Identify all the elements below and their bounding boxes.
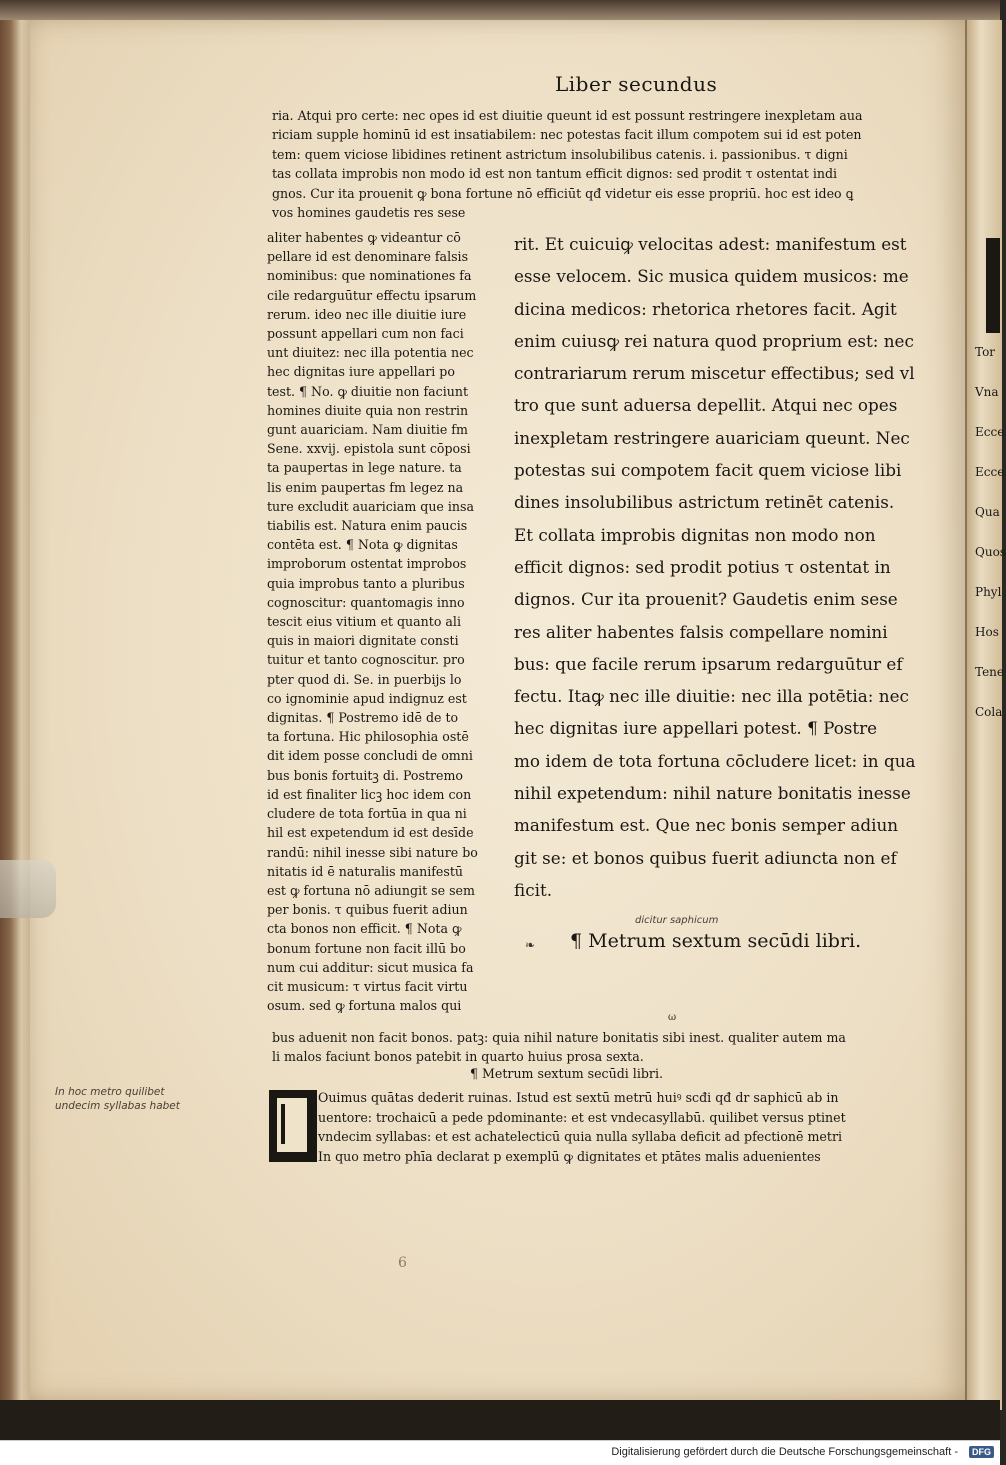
text-line: pter quod di. Se. in puerbijs lo xyxy=(267,671,462,687)
text-line: fectu. Itaꝙ nec ille diuitie: nec illa potētia: nec xyxy=(514,686,909,707)
text-line: improborum ostentat improbos xyxy=(267,556,467,572)
text-line: bus aduenit non facit bonos. patꝫ: quia nihil nature bonitatis sibi inest. qualiter autem ma xyxy=(272,1030,846,1045)
text-line: enim cuiusꝙ rei natura quod proprium est: nec xyxy=(514,330,914,351)
text-line: li malos faciunt bonos patebit in quarto huius prosa sexta. xyxy=(272,1049,644,1065)
text-line: bus bonis fortuitꝫ di. Postremo xyxy=(267,767,464,783)
text-line: num cui additur: sicut musica fa xyxy=(267,959,474,975)
text-line: git se: et bonos quibus fuerit adiuncta non ef xyxy=(514,847,897,868)
text-line: gnos. Cur ita prouenit ꝙ bona fortune nō efficiūt qđ videtur eis esse propriū. hoc est ideo ꝗ xyxy=(272,185,854,201)
text-line: rit. Et cuicuiꝙ velocitas adest: manifestum est xyxy=(514,234,907,254)
text-line: contēta est. ¶ Nota ꝙ dignitas xyxy=(267,537,458,553)
book-edge-top xyxy=(0,0,1000,20)
text-line: randū: nihil inesse sibi nature bo xyxy=(267,844,478,860)
text-line: quia improbus tanto a pluribus xyxy=(267,575,465,591)
interlinear-note: dicitur saphicum xyxy=(635,915,719,926)
initial-letter-shape xyxy=(281,1104,310,1144)
text-line: co ignominie apud indignuz est xyxy=(267,690,467,706)
text-line: contrariarum rerum miscetur effectibus; sed vl xyxy=(514,363,915,384)
text-line: test. ¶ No. ꝙ diuitie non faciunt xyxy=(267,383,469,399)
facing-fragment: Quos xyxy=(975,545,1006,559)
footer-credit: Digitalisierung gefördert durch die Deutsche Forschungsgemeinschaft - xyxy=(611,1446,958,1458)
facing-fragment: Hos xyxy=(975,625,999,639)
full-width-bottom-block xyxy=(272,1028,942,1067)
text-line: tescit eius vitium et quanto ali xyxy=(267,614,461,630)
facing-initial-icon xyxy=(986,238,1000,333)
book-edge-bottom xyxy=(0,1400,1000,1440)
text-line: est ꝙ fortuna nō adiungit se sem xyxy=(267,882,475,898)
text-line: tas collata improbis non modo id est non tantum efficit dignos: sed prodit τ ostentat indi xyxy=(272,166,838,182)
text-line: possunt appellari cum non faci xyxy=(267,326,464,342)
text-line: gunt auariciam. Nam diuitie fm xyxy=(267,422,468,438)
text-line: osum. sed ꝙ fortuna malos qui xyxy=(267,998,462,1014)
text-line: dit idem posse concludi de omni xyxy=(267,748,473,764)
text-line: bonum fortune non facit illū bo xyxy=(267,940,466,956)
text-line: riciam supple hominū id est insatiabilem: nec potestas facit illum compotem sui id est poten xyxy=(272,127,862,143)
text-line: dignitas. ¶ Postremo idē de to xyxy=(267,710,459,726)
facing-fragment: Tene xyxy=(975,665,1005,679)
text-line: cludere de tota fortūa in qua ni xyxy=(267,806,467,822)
text-line: tro que sunt aduersa depellit. Atqui nec opes xyxy=(514,395,898,416)
text-line: efficit dignos: sed prodit potius τ ostentat in xyxy=(514,556,891,577)
text-line: uentore: trochaicū a pede pdominante: et est vndecasyllabū. quilibet versus ptinet xyxy=(318,1109,846,1125)
text-line: manifestum est. Que nec bonis semper adiun xyxy=(514,815,899,836)
text-line: In quo metro phīa declarat p exemplū ꝙ dignitates et ptātes malis aduenientes xyxy=(318,1148,821,1164)
metrum-heading: ¶ Metrum sextum secūdi libri. xyxy=(570,930,862,952)
mark-icon: ω xyxy=(668,1012,677,1023)
catchword: 6 xyxy=(398,1255,407,1271)
text-line: cit musicum: τ virtus facit virtu xyxy=(267,978,468,994)
text-line: mo idem de tota fortuna cōcludere licet: in qua xyxy=(514,750,916,771)
text-line: tiabilis est. Natura enim paucis xyxy=(267,518,468,534)
text-line: potestas sui compotem facit quem viciose libi xyxy=(514,460,902,481)
handwritten-margin-note xyxy=(55,1085,180,1113)
text-line: pellare id est denominare falsis xyxy=(267,249,469,265)
text-line: vndecim syllabas: et est achatelecticū quia nulla syllaba deficit ad pfectionē metri xyxy=(318,1129,842,1145)
facing-fragment: Ecce xyxy=(975,425,1005,439)
text-line: id est finaliter licꝫ hoc idem con xyxy=(267,786,472,802)
note-line: undecim syllabas habet xyxy=(55,1100,180,1112)
paragraph-mark-icon: ❧ xyxy=(525,938,536,952)
facing-fragment: Qua xyxy=(975,505,1000,519)
text-line: lis enim paupertas fm legez na xyxy=(267,479,464,495)
book-binding-left xyxy=(0,0,30,1440)
text-line: ture excludit auariciam que insa xyxy=(267,498,474,514)
text-line: tuitur et tanto cognoscitur. pro xyxy=(267,652,465,668)
facing-fragment: Vna xyxy=(975,385,999,399)
text-line: hec dignitas iure appellari po xyxy=(267,364,455,380)
text-line: aliter habentes ꝙ videantur cō xyxy=(267,230,461,245)
text-line: res aliter habentes falsis compellare nomini xyxy=(514,621,888,642)
initial-frame xyxy=(276,1097,308,1153)
text-line: bus: que facile rerum ipsarum redarguūtur ef xyxy=(514,653,903,674)
facing-fragment: Ecce xyxy=(975,465,1005,479)
text-line: dignos. Cur ita prouenit? Gaudetis enim sese xyxy=(514,589,898,610)
text-line: cta bonos non efficit. ¶ Nota ꝙ xyxy=(267,921,462,937)
facing-fragment: Cola xyxy=(975,705,1003,719)
digitization-footer xyxy=(0,1440,1000,1465)
text-line: ria. Atqui pro certe: nec opes id est diuitie queunt id est possunt restringere inexpletam aua xyxy=(272,108,863,123)
text-line: Sene. xxvij. epistola sunt cōposi xyxy=(267,441,471,457)
text-line: Et collata improbis dignitas non modo non xyxy=(514,524,876,545)
text-line: hec dignitas iure appellari potest. ¶ Postre xyxy=(514,718,878,739)
text-line: nihil expetendum: nihil nature bonitatis inesse xyxy=(514,783,911,804)
decorated-initial-icon xyxy=(269,1090,317,1162)
text-line: esse velocem. Sic musica quidem musicos: me xyxy=(514,266,909,287)
commentary-left-column xyxy=(267,228,512,1015)
text-line: per bonis. τ quibus fuerit adiun xyxy=(267,902,468,918)
text-line: ta paupertas in lege nature. ta xyxy=(267,460,462,476)
submetrum-heading: ¶ Metrum sextum secūdi libri. xyxy=(470,1066,663,1081)
text-line: dines insolubilibus astrictum retinēt catenis. xyxy=(514,492,895,513)
running-head: Liber secundus xyxy=(555,72,718,96)
text-line: dicina medicos: rhetorica rhetores facit. Agit xyxy=(514,298,897,319)
full-width-top-block xyxy=(272,106,942,222)
text-line: cognoscitur: quantomagis inno xyxy=(267,594,465,610)
text-line: nominibus: que nominationes fa xyxy=(267,268,472,284)
text-line: unt diuitez: nec illa potentia nec xyxy=(267,345,474,361)
text-line: vos homines gaudetis res sese xyxy=(272,205,466,221)
note-line: In hoc metro quilibet xyxy=(55,1086,165,1098)
metrum-commentary xyxy=(318,1088,938,1166)
text-line: hil est expetendum id est desīde xyxy=(267,825,474,841)
text-line: quis in maiori dignitate consti xyxy=(267,633,459,649)
text-line: cile redarguūtur effectu ipsarum xyxy=(267,287,477,303)
text-line: nitatis id ē naturalis manifestū xyxy=(267,863,463,879)
text-line: rerum. ideo nec ille diuitie iure xyxy=(267,306,467,322)
facing-fragment: Tor xyxy=(975,345,996,359)
text-line: homines diuite quia non restrin xyxy=(267,402,469,418)
text-line: ficit. xyxy=(514,879,553,900)
page-clip xyxy=(0,860,56,918)
text-line: Ouimus quātas dederit ruinas. Istud est sextū metrū huiꝰ scđi qđ dr saphicū ab in xyxy=(318,1090,839,1105)
text-line: ta fortuna. Hic philosophia ostē xyxy=(267,729,469,745)
dfg-logo-icon[interactable]: DFG xyxy=(969,1446,994,1458)
text-line: inexpletam restringere auariciam queunt. Nec xyxy=(514,427,910,448)
text-line: tem: quem viciose libidines retinent astrictum insolubilibus catenis. i. passionibus. τ digni xyxy=(272,146,848,162)
facing-fragment: Phyl xyxy=(975,585,1002,599)
main-text-right-column xyxy=(514,228,939,906)
